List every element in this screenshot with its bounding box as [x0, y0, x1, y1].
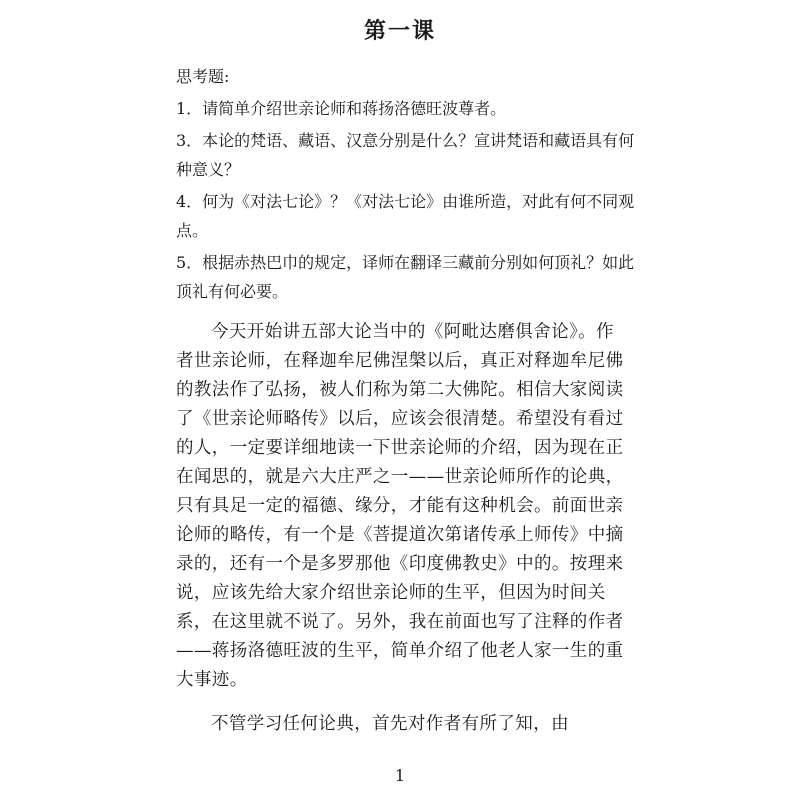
- paragraph: 不管学习任何论典，首先对作者有所了知，由: [211, 714, 569, 734]
- page-number: 1: [394, 766, 406, 785]
- questions-block: [176, 62, 646, 309]
- paragraph: 今天开始讲五部大论当中的《阿毗达磨俱舍论》。作者世亲论师，在释迦牟尼佛涅槃以后，真正对释迦牟尼佛的教法作了弘扬，被人们称为第二大佛陀。相信大家阅读了《世亲论师略传》以后，应该会很清楚。希望没有看过的人，一定要详细地读一下世亲论师的介绍，因为现在正在闻思的，就是六大庄严之一——世亲论师所作的论典，只有具足一定的福德、缘分，才能有这种机会。前面世亲论师的略传，有一个是《菩提道次第诸传承上师传》中摘录的，还有一个是多罗那他《印度佛教史》中的。按理来说，应该先给大家介绍世亲论师的生平，但因为时间关系，在这里就不说了。另外，我在前面也写了注释的作者——蒋扬洛德旺波的生平，简单介绍了他老人家一生的重大事迹。: [176, 322, 624, 690]
- questions-heading: 思考题:: [176, 67, 230, 86]
- body-text: [176, 318, 626, 754]
- lesson-title: 第一课: [363, 18, 436, 44]
- question-item: 5．根据赤热巴巾的规定，译师在翻译三藏前分别如何顶礼？如此顶礼有何必要。: [176, 253, 635, 301]
- question-item: 3．本论的梵语、藏语、汉意分别是什么？宣讲梵语和藏语具有何种意义？: [176, 131, 635, 179]
- question-item: 4．何为《对法七论》？《对法七论》由谁所造，对此有何不同观点。: [176, 192, 635, 240]
- question-item: 1．请简单介绍世亲论师和蒋扬洛德旺波尊者。: [176, 99, 507, 118]
